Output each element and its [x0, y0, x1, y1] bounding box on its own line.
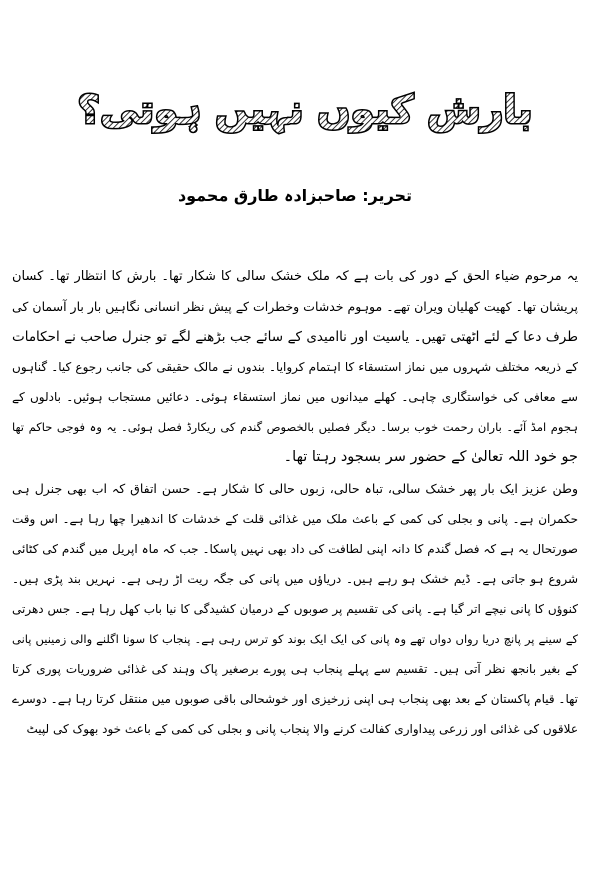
headline [70, 35, 540, 155]
text-line: پریشان تھا۔ کھیت کھلیان ویران تھے۔ موہوم خدشات وخطرات کے پیش نظر انسانی نگاہیں بار بار آسمان کی [12, 299, 578, 314]
text-line: کے سینے پر پانچ دریا رواں دواں تھے وہ پانی کی ایک ایک بوند کو ترس رہی ہے۔ پنجاب کا سونا اگلنے والی زمینیں پانی [12, 632, 578, 646]
text-line: طرف دعا کے لئے اٹھتی تھیں۔ یاسیت اور ناامیدی کے سائے جب بڑھنے لگے تو جنرل صاحب نے احکامات [12, 329, 578, 345]
text-line: یہ مرحوم ضیاء الحق کے دور کی بات ہے کہ ملک خشک سالی کا شکار تھا۔ بارش کا انتظار تھا۔ کسان [12, 269, 578, 284]
paragraph [12, 474, 578, 744]
text-line: ہجوم امڈ آئے۔ باران رحمت خوب برسا۔ دیگر فصلیں بالخصوص گندم کی ریکارڈ فصل ہوئی۔ یہ وہ فوجی حاکم تھا [12, 420, 578, 434]
byline: تحریر: صاحبزادہ طارق محمود [177, 186, 413, 205]
text-line: کے بغیر بانجھ نظر آتی ہیں۔ تقسیم سے پہلے پنجاب ہی پورے برصغیر پاک وہند کی غذائی ضروریات پوری کرتا [12, 662, 578, 676]
text-line: صورتحال یہ ہے کہ فصل گندم کا دانہ اپنی لطافت کی داد بھی نہیں پاسکا۔ جب کہ ماہ اپریل میں گندم کی کٹائی [12, 542, 578, 556]
text-line: حکمران ہے۔ پانی و بجلی کی کمی کے باعث ملک میں غذائی قلت کے خدشات کا اندھیرا چھا رہا ہے۔ اس وقت [12, 512, 578, 526]
text-line: کے ذریعہ مختلف شہروں میں نماز استسقاء کا اہتمام کروایا۔ بندوں نے مالک حقیقی کی جانب رجوع کیا۔ گناہوں [12, 360, 578, 374]
text-line: تھا۔ قیام پاکستان کے بعد بھی پنجاب ہی اپنی زرخیزی اور خوشحالی باقی صوبوں میں منتقل کرتا رہا ہے۔ دوسرے [12, 692, 578, 706]
text-line: جو خود اللہ تعالیٰ کے حضور سر بسجود رہتا تھا۔ [283, 449, 578, 465]
text-line: وطن عزیز ایک بار پھر خشک سالی، تباہ حالی، زبوں حالی کا شکار ہے۔ حسن اتفاق کہ اب بھی جنرل ہی [12, 481, 578, 496]
text-line: سے معافی کی خواستگاری چاہی۔ کھلے میدانوں میں نماز استسقاء ہوئی۔ دعائیں مستجاب ہوئیں۔ بادلوں کے [12, 390, 578, 404]
article-body [12, 262, 578, 744]
headline-text: بارش کیوں نہیں ہوتی؟ [77, 88, 533, 133]
text-line: علاقوں کی غذائی اور زرعی پیداواری کفالت کرنے والا پنجاب پانی و بجلی کی کمی کے باعث خود بھوک کی لپیٹ [26, 722, 578, 736]
paragraph [12, 262, 578, 472]
text-line: کنوؤں کا پانی نیچے اتر گیا ہے۔ پانی کی تقسیم پر صوبوں کے درمیان کشیدگی کا نیا باب کھل رہا ہے۔ جس دھرتی [12, 602, 578, 616]
headline-artwork [70, 35, 540, 155]
text-line: شروع ہو جاتی ہے۔ ڈیم خشک ہو رہے ہیں۔ دریاؤں میں پانی کی جگہ ریت اڑ رہی ہے۔ نہریں بند پڑی ہیں۔ [12, 572, 578, 586]
